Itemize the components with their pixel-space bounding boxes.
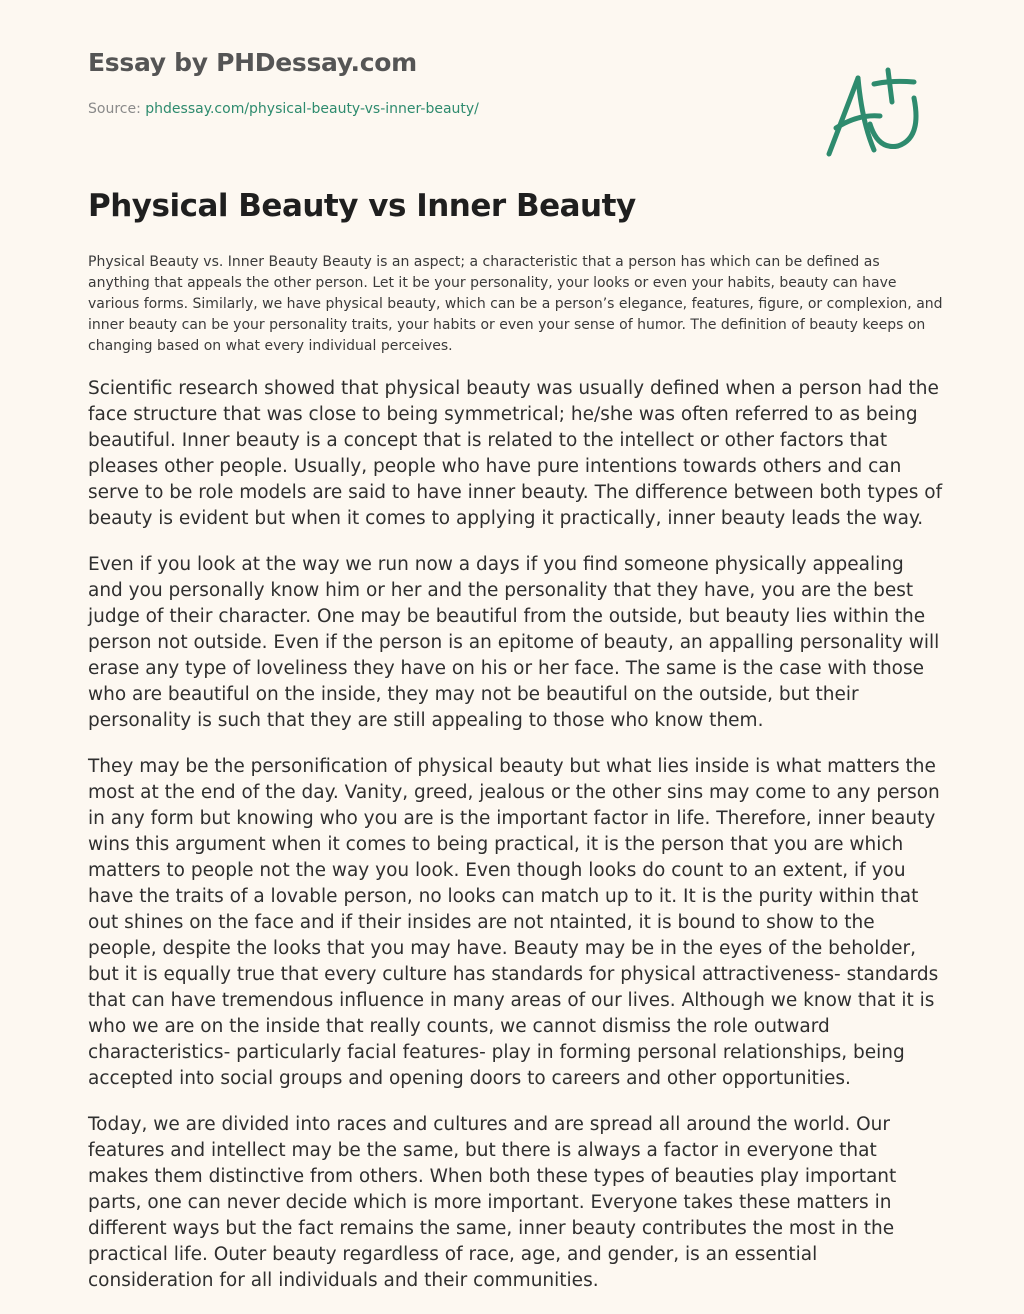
body-paragraph: They may be the personification of physical beauty but what lies inside is what matters the most at the end of the day. Vanity, greed, jealous or the other sins may come to any person in any form but knowing who you are is the important factor in life. Therefore, inner beauty wins this argument when it comes to being practical, it is the person that you are which matters to people not the way you look. Even though looks do count to an extent, if you have the traits of a lovable person, no looks can match up to it. It is the purity within that out shines on the face and if their insides are not ntainted, it is bound to show to the people, despite the looks that you may have. Beauty may be in the eyes of the beholder, but it is equally true that every culture has standards for physical attractiveness- standards that can have tremendous influence in many areas of our lives. Although we know that it is who we are on the inside that really counts, we cannot dismiss the role outward characteristics- particularly facial features- play in forming personal relationships, being accepted into social groups and opening doors to careers and other opportunities. xyxy=(88,756,940,1089)
logo-swoosh xyxy=(870,98,916,147)
source-link[interactable]: phdessay.com/physical-beauty-vs-inner-beauty/ xyxy=(145,101,479,117)
essay-body xyxy=(88,376,943,1314)
source-label: Source: xyxy=(88,101,141,117)
intro-paragraph: Physical Beauty vs. Inner Beauty Beauty is an aspect; a characteristic that a person has which can be defined as anything that appeals the other person. Let it be your personality, your looks or even your habits, beauty can have various forms. Similarly, we have physical beauty, which can be a person’s elegance, features, figure, or complexion, and inner beauty can be your personality traits, your habits or even your sense of humor. The definition of beauty keeps on changing based on what every individual perceives. xyxy=(88,254,943,354)
a-plus-logo xyxy=(818,62,930,162)
body-paragraph: Today, we are divided into races and cultures and are spread all around the world. Our features and intellect may be the same, but there is always a factor in everyone that makes them distinctive from others. When both these types of beauties play important parts, one can never decide which is more important. Everyone takes these matters in different ways but the fact remains the same, inner beauty contributes the most in the practical life. Outer beauty regardless of race, age, and gender, is an essential consideration for all individuals and their communities. xyxy=(88,1114,897,1291)
source-line xyxy=(88,101,479,117)
logo-plus-vertical xyxy=(888,70,892,102)
body-paragraph: Even if you look at the way we run now a days if you find someone physically appealing and you personally know him or her and the personality that they have, you are the best judge of their character. One may be beautiful from the outside, but beauty lies within the person not outside. Even if the person is an epitome of beauty, an appalling personality will erase any type of loveliness they have on his or her face. The same is the case with those who are beautiful on the inside, they may not be beautiful on the outside, but their personality is such that they are still appealing to those who know them. xyxy=(88,554,940,731)
page-title: Physical Beauty vs Inner Beauty xyxy=(88,188,636,224)
site-brand: Essay by PHDessay.com xyxy=(88,48,417,77)
body-paragraph: Scientific research showed that physical beauty was usually defined when a person had the face structure that was close to being symmetrical; he/she was often referred to as being beautiful. Inner beauty is a concept that is related to the intellect or other factors that pleases other people. Usually, people who have pure intentions towards others and can serve to be role models are said to have inner beauty. The difference between both types of beauty is evident but when it comes to applying it practically, inner beauty leads the way. xyxy=(88,378,943,529)
logo-plus-horizontal xyxy=(874,81,914,84)
logo-a-left-stroke xyxy=(829,78,858,154)
